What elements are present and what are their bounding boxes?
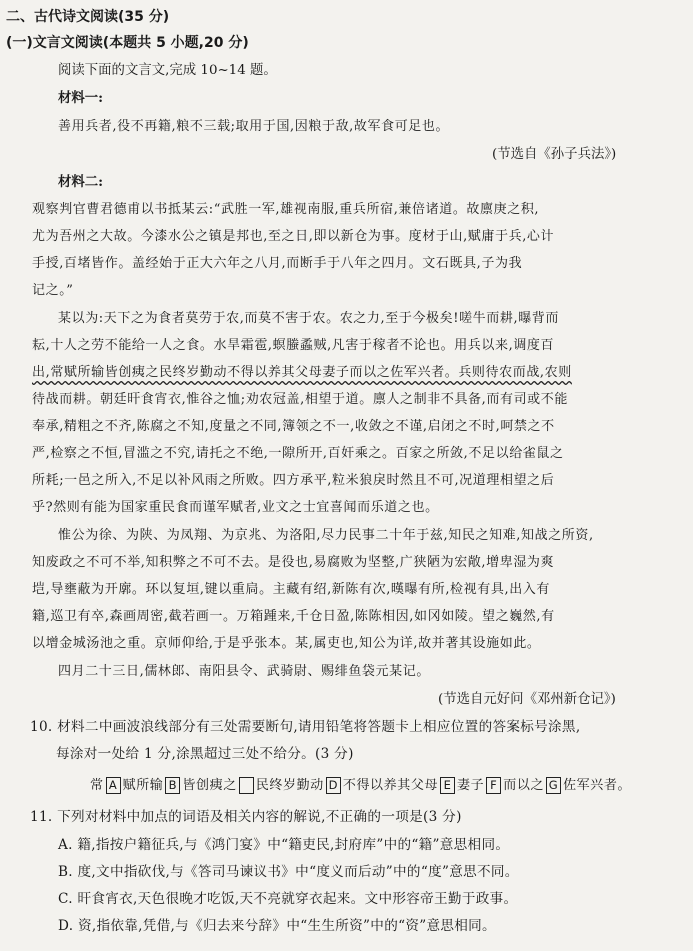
q10-text-2: 每涂对一处给 1 分,涂黑超过三处不给分。(3 分) [56, 746, 354, 762]
q10-seg: 不得以养其父母 [342, 778, 439, 793]
q11-option-a[interactable]: A. 籍,指按户籍征兵,与《鸿门宴》中“籍吏民,封府库”中的“籍”意思相同。 [58, 837, 510, 853]
material2-line: 尤为吾州之大故。今漆水公之镇是邦也,至之日,即以新仓为事。度材于山,赋庸于兵,心计 [32, 229, 555, 244]
q10-seg: 妻子 [457, 778, 485, 793]
material1-label: 材料一: [58, 90, 104, 106]
material1-source: (节选自《孙子兵法》) [492, 147, 617, 162]
q10-seg: 而以之 [503, 778, 545, 793]
material2-line: 待战而耕。朝廷旰食宵衣,惟谷之恤;劝农冠盖,相望于道。廪人之制非不具备,而有司或不能 [32, 392, 568, 407]
q10-answer-box-c[interactable] [239, 777, 254, 794]
material2-line: 耘,十人之劳不能给一人之食。水旱霜雹,螟螣蟊贼,凡害于稼者不论也。用兵以来,调度百 [32, 338, 555, 353]
q10-text-1: 10. 材料二中画波浪线部分有三处需要断句,请用铅笔将答题卡上相应位置的答案标号涂黑, [30, 719, 581, 735]
material2-line: 观察判官曹君德甫以书抵某云:“武胜一军,雄视南服,重兵所宿,兼倍诸道。故廪庚之积, [32, 202, 540, 217]
material2-line: 某以为:天下之为食者莫劳于农,而莫不害于农。农之力,至于今极矣!嗟牛而耕,曝背而 [58, 311, 560, 326]
subsection-title: (一)文言文阅读(本题共 5 小题,20 分) [6, 35, 249, 51]
material2-line: 严,检察之不恒,冒滥之不究,请托之不绝,一隙所开,百奸乘之。百家之所敛,不足以给雀鼠之 [32, 446, 564, 461]
material2-label: 材料二: [58, 174, 104, 190]
q10-seg: 民终岁勤动 [255, 778, 324, 793]
q10-answer-box-d[interactable]: D [326, 777, 341, 794]
material2-line: 惟公为徐、为陕、为凤翔、为京兆、为洛阳,尽力民事二十年于兹,知民之知难,知战之所资, [58, 528, 594, 543]
material2-line: 手授,百堵皆作。盖经始于正大六年之八月,而断手于八年之四月。文石既具,子为我 [32, 256, 523, 271]
q10-answer-box-f[interactable]: F [486, 777, 501, 794]
material2-line: 以增金城汤池之重。京师仰给,于是乎张本。某,属吏也,知公为详,故并著其设施如此。 [32, 636, 541, 651]
section-title: 二、古代诗文阅读(35 分) [6, 9, 170, 25]
q11-option-b[interactable]: B. 度,文中指砍伐,与《答司马谏议书》中“度义而后动”中的“度”意思不同。 [58, 864, 519, 880]
material1-text: 善用兵者,役不再籍,粮不三载;取用于国,因粮于敌,故军食可足也。 [58, 119, 450, 134]
q10-seg: 常 [90, 778, 104, 793]
material2-line: 奉承,精粗之不齐,陈腐之不知,度量之不同,簿领之不一,收敛之不谨,启闭之不时,呵禁之不 [32, 419, 555, 434]
material2-line: 垲,导壅蔽为开廓。环以复垣,键以重扃。主藏有绍,新陈有次,暵曝有所,检视有具,出入有 [32, 582, 550, 597]
material2-line: 乎?然则有能为国家重民食而谨军赋者,业文之士宜喜闻而乐道之也。 [32, 500, 439, 515]
material2-line: 记之。” [32, 283, 74, 298]
instruction: 阅读下面的文言文,完成 10~14 题。 [58, 63, 277, 78]
q11-option-c[interactable]: C. 旰食宵衣,天色很晚才吃饭,天不亮就穿衣起来。文中形容帝王勤于政事。 [58, 891, 518, 907]
q10-answer-box-b[interactable]: B [165, 777, 180, 794]
material2-line: 四月二十三日,儒林郎、南阳县令、武骑尉、赐绯鱼袋元某记。 [58, 664, 430, 679]
material2-line: 籍,巡卫有卒,森画周密,截若画一。万箱踵来,千仓日盈,陈陈相因,如冈如陵。望之巍然,有 [32, 609, 555, 624]
q10-answer-box-e[interactable]: E [440, 777, 455, 794]
material2-line: 所耗;一邑之所入,不足以补风雨之所败。四方承平,粒米狼戾时然且不可,况道理相望之后 [32, 473, 555, 488]
material2-source: (节选自元好问《邓州新仓记》) [438, 692, 616, 707]
q10-seg: 皆创痍之 [182, 778, 237, 793]
material2-line: 知废政之不可不举,知积弊之不可不去。是役也,易腐败为坚整,广狭陋为宏敞,增卑湿为爽 [32, 555, 555, 570]
q10-sentence [90, 776, 631, 795]
q10-answer-box-g[interactable]: G [546, 777, 561, 794]
q10-answer-box-a[interactable]: A [106, 777, 121, 794]
q11-option-d[interactable]: D. 资,指依靠,凭借,与《归去来兮辞》中“生生所资”中的“资”意思相同。 [58, 918, 496, 934]
q11-stem: 11. 下列对材料中加点的词语及相关内容的解说,不正确的一项是(3 分) [30, 809, 462, 825]
q10-seg: 佐军兴者。 [563, 778, 632, 793]
material2-line-wavy: 出,常赋所输皆创痍之民终岁勤动不得以养其父母妻子而以之佐军兴者。兵则待农而战,农则 [32, 365, 572, 380]
q10-seg: 赋所输 [122, 778, 164, 793]
